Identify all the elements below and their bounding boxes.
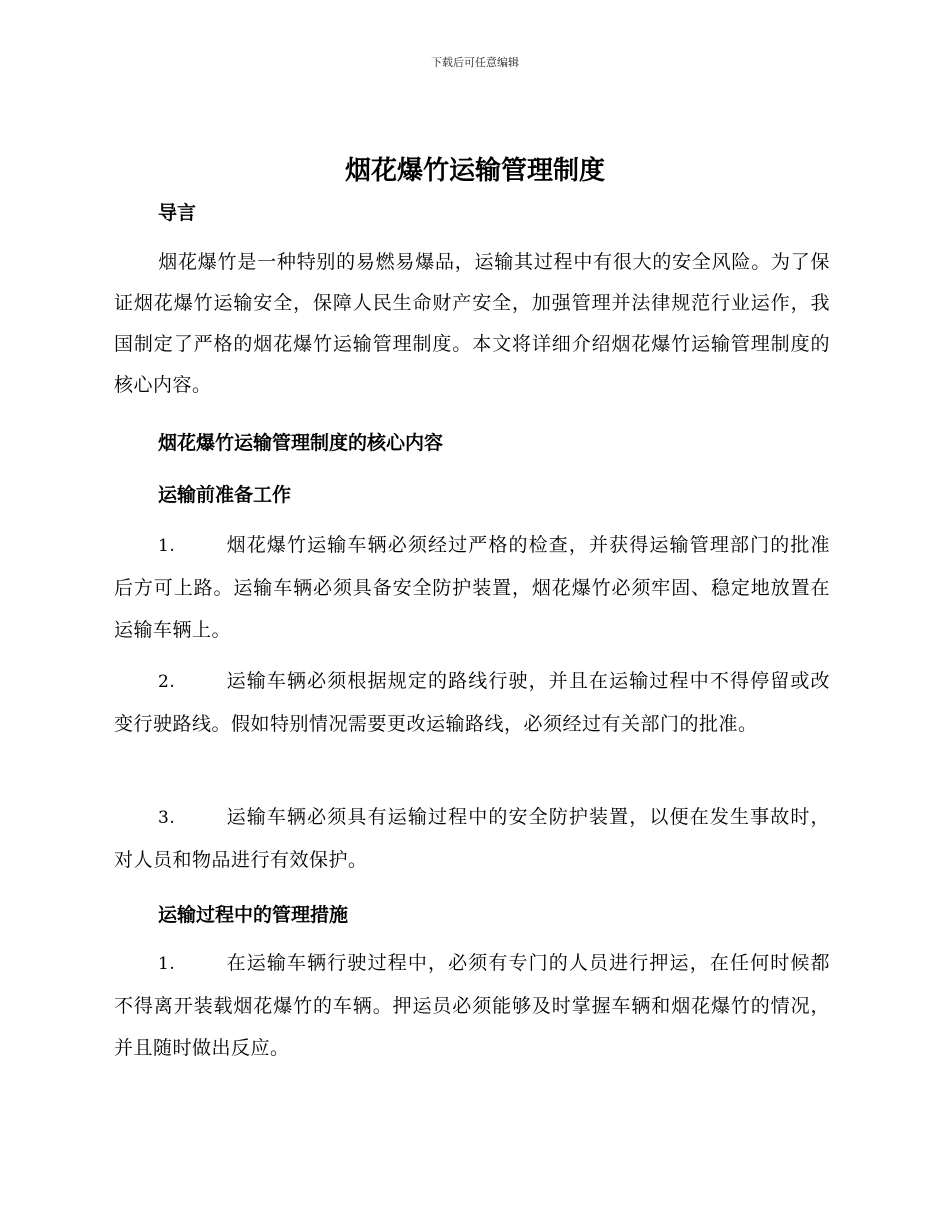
section1-heading: 运输前准备工作	[158, 484, 292, 506]
item-text: 烟花爆竹运输车辆必须经过严格的检查，并获得运输管理部门的批准后方可上路。运输车辆必须具备安全防护装置，烟花爆竹必须牢固、稳定地放置在运输车辆上。	[114, 534, 830, 641]
intro-heading: 导言	[158, 202, 197, 224]
section1-item-2	[114, 660, 830, 745]
item-number: 1.	[158, 954, 176, 974]
item-text: 运输车辆必须具有运输过程中的安全防护装置，以便在发生事故时，对人员和物品进行有效保护。	[114, 806, 830, 871]
item-number: 1.	[158, 536, 176, 556]
intro-text: 烟花爆竹是一种特别的易燃易爆品，运输其过程中有很大的安全风险。为了保证烟花爆竹运输安全，保障人民生命财产安全，加强管理并法律规范行业运作，我国制定了严格的烟花爆竹运输管理制度。本文将详细介绍烟花爆竹运输管理制度的核心内容。	[114, 251, 830, 396]
section2-item-1	[114, 942, 830, 1069]
item-number: 2.	[158, 672, 176, 692]
section2-heading: 运输过程中的管理措施	[158, 904, 349, 926]
core-heading: 烟花爆竹运输管理制度的核心内容	[158, 432, 444, 454]
header-note: 下载后可任意编辑	[431, 56, 519, 69]
section1-item-1	[114, 524, 830, 651]
document-title: 烟花爆竹运输管理制度	[344, 156, 605, 186]
section1-item-3	[114, 796, 830, 881]
intro-paragraph	[114, 242, 830, 406]
item-text: 运输车辆必须根据规定的路线行驶，并且在运输过程中不得停留或改变行驶路线。假如特别情况需要更改运输路线，必须经过有关部门的批准。	[114, 670, 830, 735]
item-number: 3.	[158, 808, 176, 828]
item-text: 在运输车辆行驶过程中，必须有专门的人员进行押运，在任何时候都不得离开装载烟花爆竹的车辆。押运员必须能够及时掌握车辆和烟花爆竹的情况，并且随时做出反应。	[114, 952, 830, 1059]
